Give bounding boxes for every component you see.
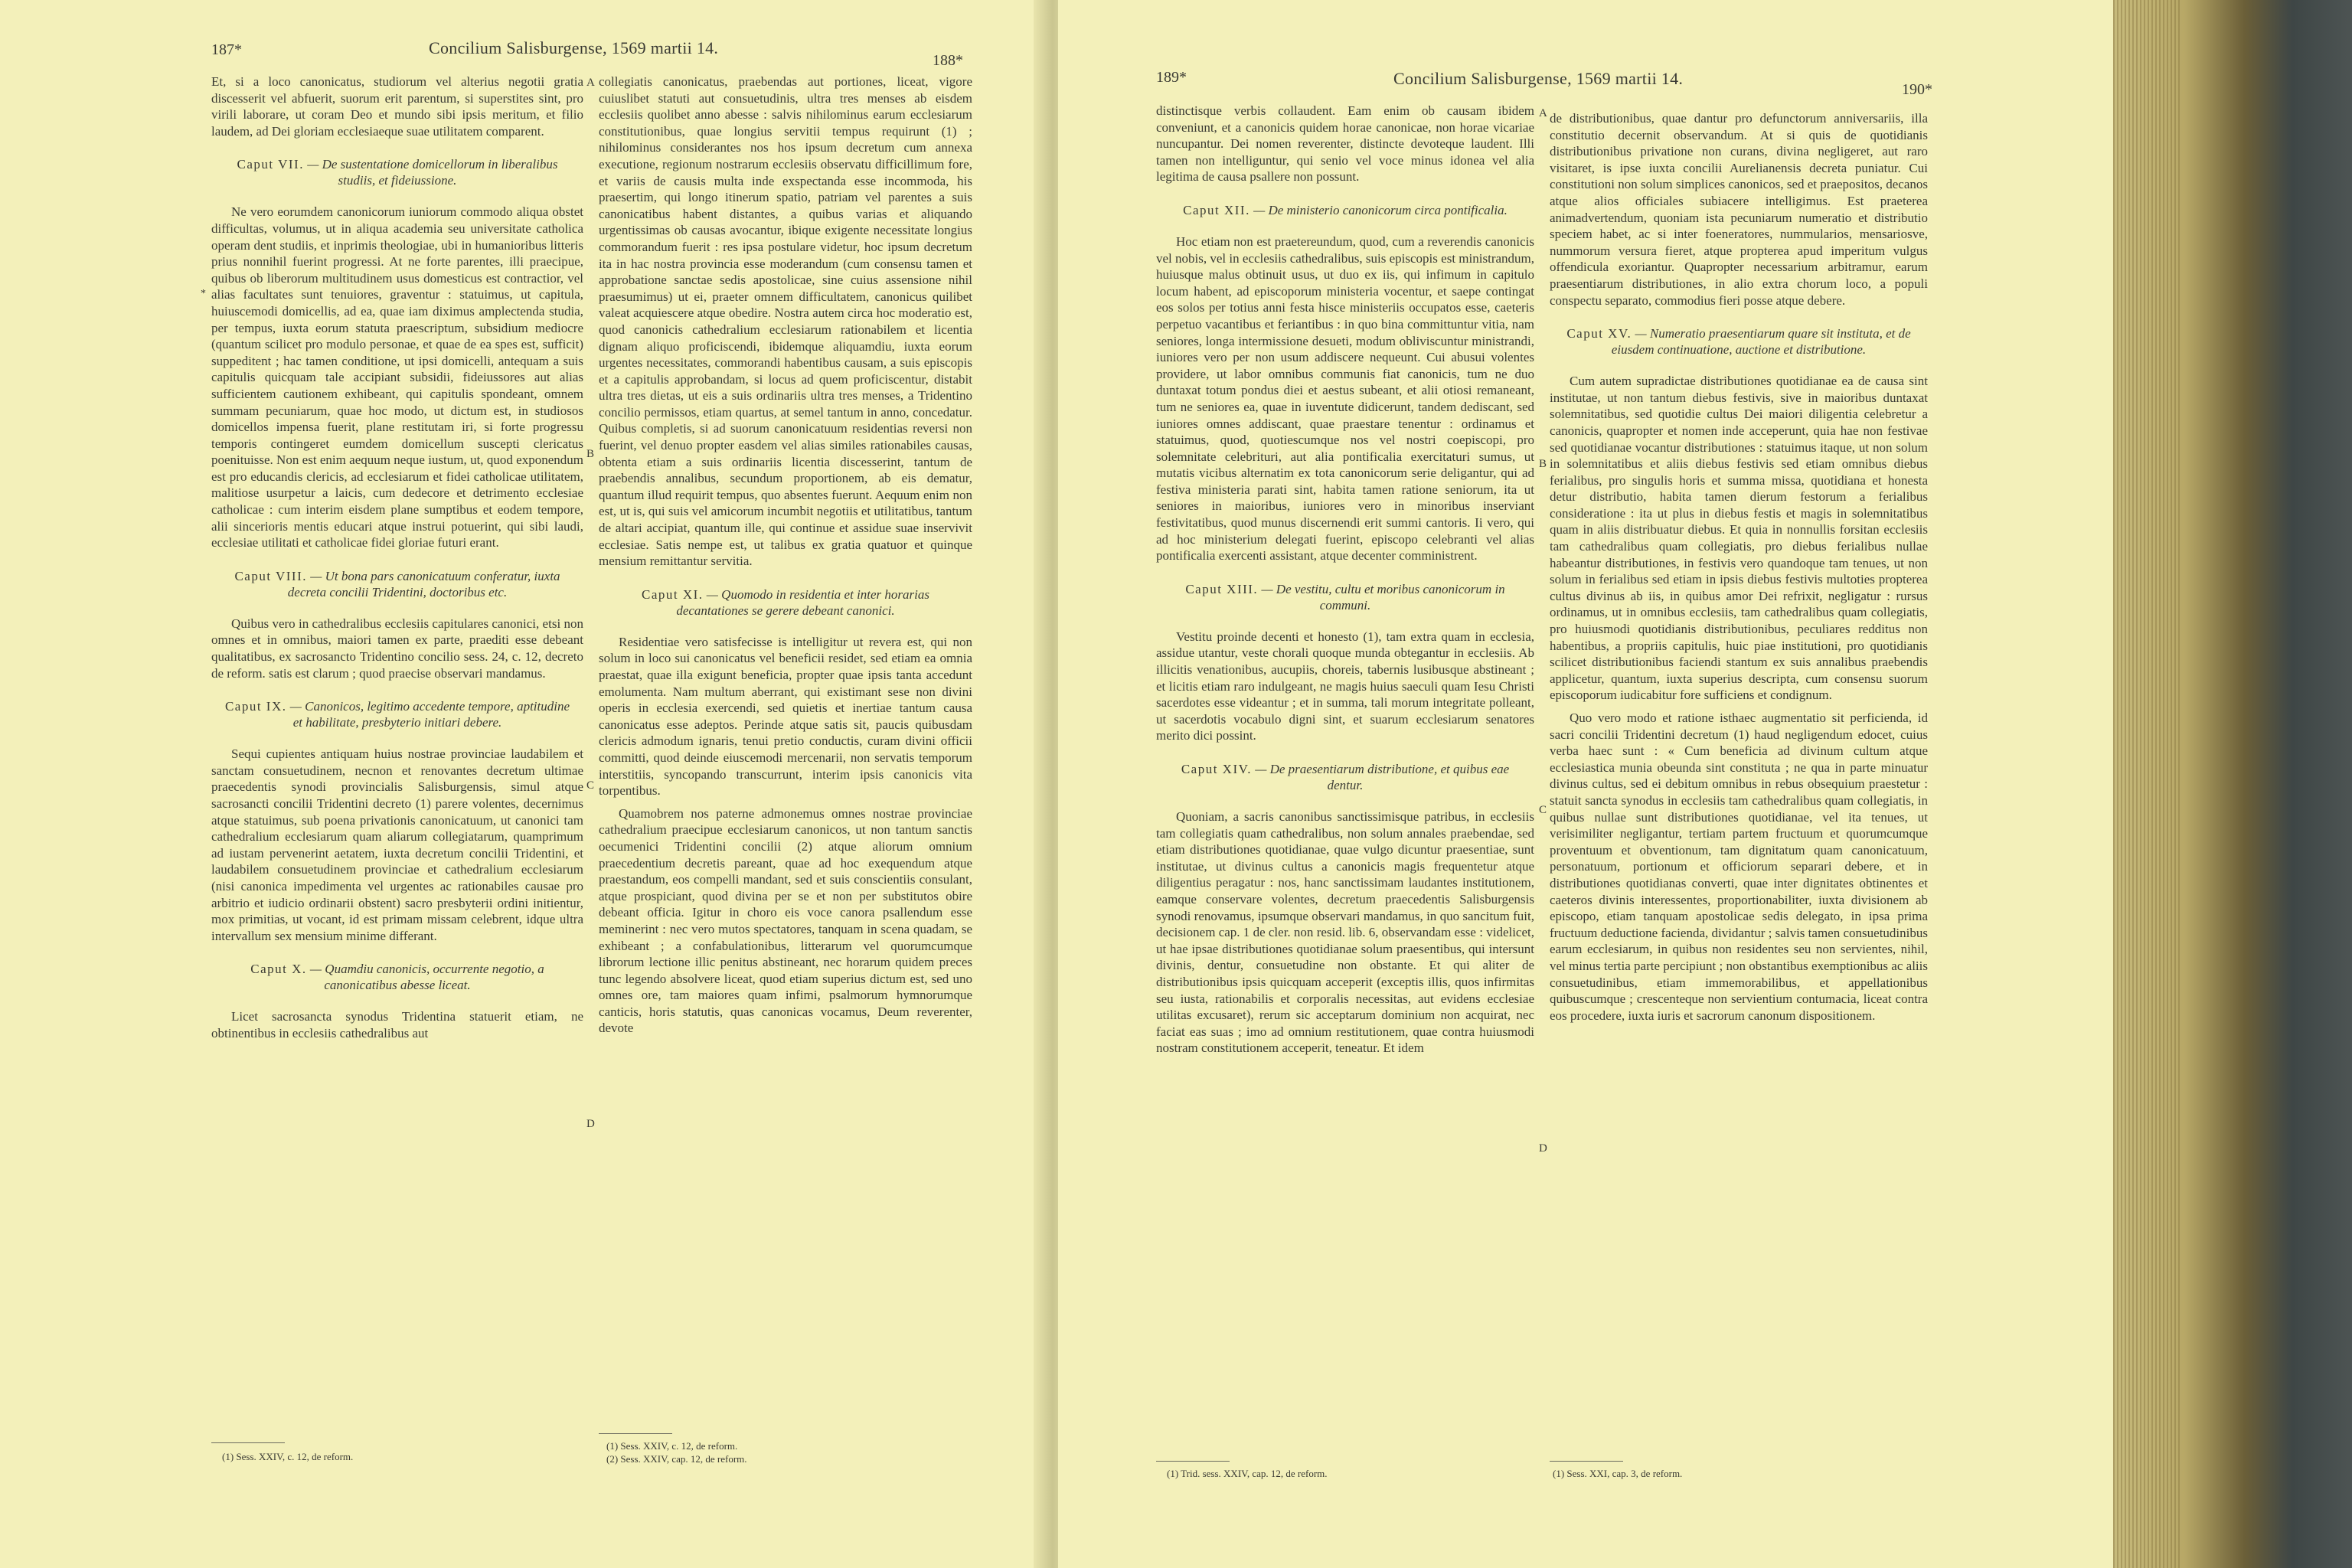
footnote: (1) Trid. sess. XXIV, cap. 12, de reform. <box>1167 1468 1328 1479</box>
chapter-label: Caput XIII. <box>1185 581 1259 596</box>
margin-letter-b: B <box>586 448 595 460</box>
left-page <box>0 0 1047 1568</box>
chapter-heading-12 <box>1164 202 1527 218</box>
chapter-heading-7 <box>219 156 576 188</box>
chapter-label: Caput XII. <box>1183 202 1250 217</box>
margin-letter-a: A <box>586 77 595 89</box>
running-head-left: Concilium Salisburgense, 1569 martii 14. <box>429 38 719 57</box>
chapter-label: Caput VII. <box>237 157 304 172</box>
paragraph: Quoniam, a sacris canonibus sanctissimisque patribus, in ecclesiis tam collegiatis quam cathedralibus, non solum annales praebendae, sed etiam distributiones quotidianae, quae vulgo dicuntur praesentiae, sunt institutae, ut divinus cultus a canonicis magis frequentetur atque diligentius peragatur : nos, hanc sanctissimam laudantes institutionem, eamque conservare volentes, decretum praecedentis Salisburgensis synodi renovamus, ipsumque observari mandamus, in quo sancitum fuit, decisionem cap. 1 de cler. non resid. lib. 6, observandam esse : videlicet, ut hae ipsae distributiones quotidianae solum praesentibus, qui intersunt divinis, dentur, consuetudine non obstante. Et qui aliter de distributionibus ipsis quicquam acceperit (exceptis illis, quos infirmitas seu iusta, rationabilis et corporalis necessitas, aut evidens ecclesiae utilitas excusaret), rerum sic acceptarum dominium non acquirat, nec faciat eas suas ; imo ad omnium restitutionem, quae contra huiusmodi nostram constitutionem acceperit, teneatur. Et idem <box>1156 809 1534 1056</box>
footnote-rule <box>1156 1461 1230 1462</box>
chapter-title: — De sustentatione domicellorum in liberalibus studiis, et fideiussione. <box>307 157 558 188</box>
chapter-heading-10 <box>219 961 576 993</box>
paragraph: Quamobrem nos paterne admonemus omnes nostrae provinciae cathedralium praecipue ecclesiarum canonicos, ut non tantum sanctis oecumenici Tridentini concilii (2) atque aliorum omnium praecedentium decretis pareant, quae ad hoc exequendum atque praestandum, eos compelli mandant, sed et suis conscientiis consulant, atque prospiciant, quod divina per se et non per substitutos obire debeant officia. Igitur in choro eis voce canora psallendum esse meminerint : nec vero mutos spectatores, tanquam in scena quadam, se exhibeant ; a confabulationibus, litterarum vel quorumcumque librorum lectione illic penitus abstineant, nec horarum quidem preces tunc legendo absolvere liceat, quod etiam superius dictum est, sed uno omnes ore, tam maiores quam infimi, psalmorum hymnorumque canticis, horis statutis, quas canonicas vocamus, Deum reverenter, devote <box>599 805 972 1036</box>
chapter-label: Caput IX. <box>224 699 287 714</box>
folio-188: 188* <box>933 52 963 69</box>
right-page <box>1058 0 2113 1568</box>
paragraph: Quibus vero in cathedralibus ecclesiis capitulares canonici, etsi non omnes et in omnibus, maiori tamen ex parte, praediti esse debeant qualitatibus, ex sacrosancto Tridentino concilio sess. 24, c. 12, decreto de reform. satis est clarum ; quod praecise observari mandamus. <box>211 616 583 681</box>
chapter-label: Caput VIII. <box>234 568 307 583</box>
chapter-title: — Numeratio praesentiarum quare sit instituta, et de eiusdem continuatione, auctione et distributione. <box>1611 326 1911 358</box>
running-head-right: Concilium Salisburgense, 1569 martii 14. <box>1393 69 1684 88</box>
chapter-title: — De praesentiarum distributione, et quibus eae dentur. <box>1255 762 1510 792</box>
footnote-rule <box>599 1433 672 1434</box>
chapter-heading-14 <box>1164 761 1527 793</box>
footnote: (1) Sess. XXI, cap. 3, de reform. <box>1553 1468 1683 1479</box>
right-page-column-1 <box>1156 103 1534 1458</box>
margin-letter-d: D <box>586 1118 595 1130</box>
paragraph: Sequi cupientes antiquam huius nostrae provinciae laudabilem et sanctam consuetudinem, necnon et renovantes decretum ultimae praecedentis synodi provincialis Salisburgensis, simul atque sacrosancti concilii Tridentini decreto (1) parere volentes, decernimus atque statuimus, sub poena privationis canonicatuum, ut canonici tam cathedralium ecclesiarum quam aliarum collegiatarum, quamprimum ad iustam pervenerint aetatem, iuxta decretum concilii Tridentini, et laudabilem consuetudinem provinciae et cathedralium ecclesiarum (nisi canonica impedimenta vel urgentes ac rationabiles causae pro arbitrio et iudicio ordinarii obstent) sacro presbyterii ordini initientur, mox primitias, ut vocant, id est primam missam celebrent, idque ultra intervallum sex mensium minime differant. <box>211 746 583 943</box>
margin-letter-c: C <box>586 779 595 792</box>
paragraph: Licet sacrosancta synodus Tridentina statuerit etiam, ne obtinentibus in ecclesiis cathedralibus aut <box>211 1009 583 1040</box>
chapter-title: — De ministerio canonicorum circa pontificalia. <box>1253 202 1508 217</box>
chapter-label: Caput XI. <box>642 586 704 602</box>
page-edge-lines <box>2113 0 2182 1568</box>
chapter-title: — Ut bona pars canonicatuum conferatur, iuxta decreta concilii Tridentini, doctoribus etc. <box>287 568 560 599</box>
chapter-heading-13 <box>1164 581 1527 613</box>
paragraph: distinctisque verbis collaudent. Eam enim ob causam ibidem conveniunt, et a canonicis quidem horae canonicae, non horae vicariae nuncupantur. Dei nomen reverenter, distincte devoteque laudent. Illi tamen non intelliguntur, qui senio vel voce minus idonea vel alia legitima de causa psallere non possunt. <box>1156 103 1534 185</box>
margin-letter-a: A <box>1539 107 1547 119</box>
paragraph: Ne vero eorumdem canonicorum iuniorum commodo aliqua obstet difficultas, volumus, ut in aliqua academia seu universitate catholica operam dent studiis, et inprimis theologiae, ubi in humanioribus litteris prius nonnihil fuerint progressi. At ne forte parentes, illi praecipue, quibus ob liberorum multitudinem usus domesticus est contractior, vel alias facultates sunt tenuiores, graventur : statuimus, ut capitula, huiuscemodi domicellis, ad ea, quae iam diximus amplectenda studia, per tempus, iuxta eorum statuta praescriptum, subsidium mediocre (quantum scilicet pro modulo personae, et quae de ea spes est, sufficit) suppeditent ; hac tamen conditione, ut ipsi domicelli, antequam a suis capitulis quicquam tale accipiant subsidii, fideiussores aut alias sufficientem cautionem exhibeant, qui capitulis spondeant, omnem summam pecuniarum, quae hoc modo, ut dictum est, in studiosos domicellos impensa fuerit, plane restitutam iri, si forte progressu temporis contingeret eumdem domicellum suscepti clericatus poenituisse. Non est enim aequum neque iustum, ut, quod exponendum est pro educandis clericis, ad ecclesiarum et fidei catholicae utilitatem, malitiose usurpetur a laicis, cum dedecore et detrimento ecclesiae catholicae : cum interim eisdem plane sumptibus et eodem tempore, alii sincerioris mentis educari atque instrui potuerint, qui sibi laudi, ecclesiae utilitati et catholicae fidei gloriae futuri erant. <box>211 204 583 550</box>
paragraph: Et, si a loco canonicatus, studiorum vel alterius negotii gratia discesserit vel abfuerit, suorum erit parentum, si superstites sint, pro virili laborare, ut coram Deo et mundo sibi ipsis meritum, et filio laudem, ad Dei gloriam ecclesiaeque suae utilitatem comparent. <box>211 74 583 139</box>
footnote: (1) Sess. XXIV, c. 12, de reform. <box>222 1451 354 1462</box>
footnote: (2) Sess. XXIV, cap. 12, de reform. <box>606 1453 747 1465</box>
left-page-column-1 <box>211 74 583 1436</box>
chapter-heading-8 <box>219 568 576 600</box>
paragraph: Quo vero modo et ratione isthaec augmentatio sit perficienda, id sacri concilii Tridentini decretum (1) haud negligendum edocet, cuius verba haec sunt : « Cum beneficia ad divinum cultum atque ecclesiastica munia obeunda sint constituta ; ne qua in parte minuatur divinus cultus, sed ei debitum omnibus in rebus obsequium praestetur : statuit sancta synodus in ecclesiis tam cathedralibus quam collegiatis, in quibus nullae sunt distributiones quotidianae, vel ita tenues, ut verisimiliter negligantur, tertiam partem fructuum et quorumcumque proventuum et obventionum, tam dignitatum quam canonicatuum, personatuum, portionum et officiorum separari debere, et in distributiones quotidianas converti, quae inter dignitates obtinentes et caeteros divinis interessentes, proportionabiliter, iuxta divisionem ab episcopo, etiam tanquam apostolicae sedis delegato, in ipsa prima fructuum deductione facienda, dividantur ; salvis tamen consuetudinibus earum ecclesiarum, in quibus non residentes seu non servientes, nihil, vel minus tertia parte percipiunt ; non obstantibus exemptionibus ac aliis consuetudinibus, etiam immemorabilibus, et appellationibus quibuscumque ; crescenteque non servientium contumacia, liceat contra eos procedere, iuxta iuris et sacrorum canonum dispositionem. <box>1550 710 1928 1023</box>
footnote-rule <box>1550 1461 1623 1462</box>
paragraph: de distributionibus, quae dantur pro defunctorum anniversariis, illa constitutio decernit observandum. At si quis de quotidianis distributionibus privatione non curans, divina negligeret, aut raro visitaret, is ipse iuxta concilii Aurelianensis decreta puniatur. Cui constitutioni non solum simplices canonicos, sed et praepositos, decanos atque alios officiales subiacere intelligimus. Est praeterea animadvertendum, quoniam ista pecuniarum numeratio et distributio speciem habet, ac si inter foeneratores, nummularios, mensariosve, nummorum versura fieret, atque propterea apud imperitum vulgus offendicula exoriantur. Quapropter necessarium arbitramur, earum praesentiarum distributiones, in alio extra chorum loco, a populi conspectu separato, commodius fieri posse atque debere. <box>1550 111 1928 308</box>
chapter-label: Caput XV. <box>1566 326 1632 341</box>
chapter-title: — Quomodo in residentia et inter horarias decantationes se gerere debeant canonici. <box>676 586 929 618</box>
left-page-column-2 <box>599 74 972 1436</box>
chapter-title: — Canonicos, legitimo accedente tempore, aptitudine et habilitate, presbyterio initiari debere. <box>289 699 570 730</box>
chapter-title: — De vestitu, cultu et moribus canonicorum in communi. <box>1261 581 1505 612</box>
chapter-heading-15 <box>1557 325 1920 358</box>
footnote-rule <box>211 1442 285 1443</box>
paragraph: Cum autem supradictae distributiones quotidianae ea de causa sint institutae, ut non tantum diebus festivis, sive in maioribus duntaxat solemnitatibus, sed quotidie cultus Dei maiori diligentia celebretur a canonicis, quapropter et nomen inde acceperunt, quia hae non festivae sed quotidianae vocantur distributiones : statuimus itaque, ut non solum in solemnitatibus et aliis diebus festivis sed etiam omnibus diebus ferialibus, pro singulis horis et summa missa, quotidiana et honesta detur distributio, habita tamen dierum festorum a ferialibus consideratione : ita ut plus in diebus festis et magis in solemnitatibus quam in aliis distribuatur diebus. Et quia in nonnullis forsitan ecclesiis tam cathedralibus quam collegiatis, pro diebus ferialibus nullae habeantur distributiones, in festivis vero quandoque tam tenues, ut non solum in ferialibus sed etiam in ipsis diebus festivis multoties propterea cultus divinus ab iis, in quibus amor Dei refrixit, negligatur : rursus ordinamus, ut in omnibus ecclesiis, tam cathedralibus quam collegiatis, pro huiusmodi quotidianis distributionibus, peculiares redditus non habentibus, a propriis capitulis, huic piae institutioni, pro quotidianis scilicet distributionibus faciendi stantum ex suis annalibus praebendis applicetur, quantum, iuxta superius descripta, cum consensu suorum episcoporum iudicabitur fore sufficiens et condignum. <box>1550 374 1928 703</box>
chapter-title: — Quamdiu canonicis, occurrente negotio, a canonicatibus abesse liceat. <box>309 962 544 993</box>
margin-letter-d: D <box>1539 1142 1547 1155</box>
chapter-label: Caput XIV. <box>1181 762 1252 776</box>
folio-187: 187* <box>211 41 242 58</box>
margin-letter-b: B <box>1539 458 1547 470</box>
paragraph: Vestitu proinde decenti et honesto (1), tam extra quam in ecclesia, assidue utantur, veste chorali quoque munda obtegantur in ecclesiis. Ab illicitis venationibus, aucupiis, choreis, tabernis lusibusque abstineant ; et licitis etiam raro indulgeant, ne magis huius saeculi quam Iesu Christi sacerdotes esse videantur ; et in summa, tali morum integritate polleant, ut sacerdotis vocabulo digni sint, et suarum ecclesiarum senatores merito dici possint. <box>1156 629 1534 743</box>
folio-189: 189* <box>1156 69 1187 86</box>
margin-mark: * <box>201 288 206 299</box>
chapter-label: Caput X. <box>250 962 307 977</box>
paragraph: Residentiae vero satisfecisse is intelligitur ut revera est, qui non solum in loco sui canonicatus vel beneficii residet, sed etiam ea omnia praestat, quae illa exigunt beneficia, propter quae ipsis tanta accedunt emolumenta. Nam multum aberrant, qui existimant sese non divini operis in ecclesia exercendi, sed quietis et inertiae tantum causa canonicatus esse adeptos. Perinde atque satis sit, paucis quibusdam clericis admodum ignaris, tenui pretio conductis, curam divini officii committi, quod deinde eiuscemodi mercenarii, non servatis temporum interstitiis, syncopando transcurrunt, interim ipsis canonicis vita torpentibus. <box>599 634 972 799</box>
chapter-heading-11 <box>606 586 965 619</box>
margin-letter-c: C <box>1539 804 1547 816</box>
folio-190: 190* <box>1902 81 1932 98</box>
footnote: (1) Sess. XXIV, c. 12, de reform. <box>606 1440 738 1452</box>
right-page-column-2 <box>1550 110 1928 1458</box>
paragraph: collegiatis canonicatus, praebendas aut portiones, liceat, vigore cuiuslibet statuti aut consuetudinis, ultra tres menses ab eisdem ecclesiis quolibet anno abesse : salvis nihilominus earum ecclesiarum constitutionibus, quae longius servitii tempus requirunt (1) ; nihilominus considerantes nos hos ipsum decretum cum annexa executione, regionum nostrarum ecclesiis observatu difficillimum fore, et variis de causis multa inde exspectanda esse incommoda, his praesertim, qui longo itinerum spatio, patriam vel parentes a suis canonicatibus habent distantes, a quibus varias et aliquando urgentissimas ob causas avocantur, ibique exigente necessitate longius commorandum fuerit : res ipsa postulare videtur, hoc ipsum decretum ita in hac nostra provincia esse moderandum (cum consensu tamen et approbatione sanctae sedis apostolicae, sine cuius assensione nihil praesumimus) ut ei, praeter omnem difficultatem, canonicus quilibet valeat acquiescere atque obedire. Nostra autem circa hoc moderatio est, quod canonicis cathedralium ecclesiarum rationabilem et licentia dignam aliquo proficiscendi, ibidemque aliquamdiu, iuxta eorum urgentes necessitates, commorandi habentibus causam, a suis episcopis et a capitulis approbandam, si locus ad quem proficiscentur, distabit ultra tres dietas, ut eis a suis ordinariis ultra tres menses, a Tridentino concilio permissos, etiam quartus, at semel tantum in anno, concedatur. Quibus completis, si ad suorum canonicatuum residentias reversi non fuerint, vel denuo propter easdem vel alias similes rationabiles causas, obtenta etiam a suis ordinariis licentia discesserint, tantum de praebendis annalibus, secundum proportionem, ab eis dematur, quantum illud requirit tempus, quo absentes fuerunt. Aequum enim non est, ut is, qui suis vel amicorum incumbit negotiis et utilitatibus, tantum de altari accipiat, quantum ille, qui continue et assidue suae inservivit ecclesiae. Satis nempe est, ut talibus ex gratia quatuor et quinque mensium remittantur servitia. <box>599 74 972 569</box>
paragraph: Hoc etiam non est praetereundum, quod, cum a reverendis canonicis vel nobis, vel in ecclesiis cathedralibus, suis episcopis est ministrandum, huiusque malus obtinuit usus, ut duo ex iis, qui infimum in capitulo locum habent, ad episcoporum ministeria vocentur, et saepe contingat eos solos per totius anni festa hisce ministeriis occupatos esse, caeteris perpetuo vacantibus et feriantibus : in quo bina committuntur vitia, nam seniores, longa intermissione desueti, modum obliviscuntur ministrandi, iuniores vero per non usum addiscere nequeunt. Cui abusui volentes providere, ut labor omnibus communis fiat canonicis, tum ne duo duntaxat totum pondus diei et aestus subeant, et alii otiosi remaneant, tum ne seniores ea, quae in iuventute didicerunt, tandem dediscant, sed iuniores omnes addiscant, quae praestare tenentur : ordinamus et statuimus, quod, quotiescumque nos vel nostri coepiscopi, pro solemnitate celebrituri, aut alia pontificalia exercitaturi sumus, ut mutatis vicibus alternatim ex tota canonicorum serie deligantur, qui ad festiva ministeria parati sint, habita tamen ratione seniorum, ita ut seniores in maioribus, iuniores vero in minoribus inserviant festivitatibus, quod munus discernendi erit summi cantoris. Ii vero, qui ad hoc ministerium delegati fuerint, episcopo celebranti vel alias pontificalia exercenti assistant, atque decenter comministrent. <box>1156 234 1534 564</box>
chapter-heading-9 <box>219 698 576 730</box>
